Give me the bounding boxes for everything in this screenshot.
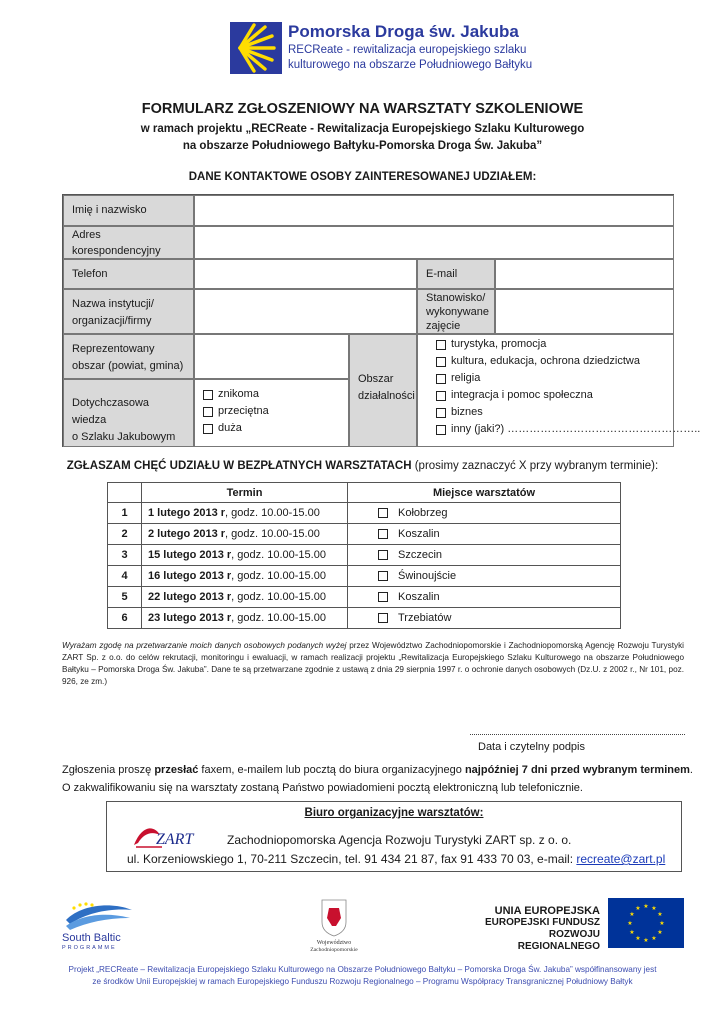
checkbox[interactable] bbox=[436, 425, 446, 435]
row-date: 16 lutego 2013 r, godz. 10.00-15.00 bbox=[142, 566, 348, 587]
checkbox[interactable] bbox=[378, 571, 388, 581]
table-row bbox=[108, 524, 621, 545]
signature-label: Data i czytelny podpis bbox=[478, 741, 585, 753]
email-label: E-mail bbox=[417, 259, 495, 289]
south-baltic-logo bbox=[60, 898, 140, 950]
activity-option[interactable]: biznes bbox=[436, 404, 665, 421]
checkbox[interactable] bbox=[436, 408, 446, 418]
position-label: Stanowisko/ wykonywane zajęcie bbox=[417, 289, 495, 334]
institution-label: Nazwa instytucji/ organizacji/firmy bbox=[63, 289, 194, 334]
scallop-shell-icon bbox=[230, 22, 282, 74]
activity-option[interactable]: inny (jaki?) …………………………………………….. bbox=[436, 421, 665, 438]
phone-field[interactable] bbox=[194, 259, 417, 289]
workshop-table bbox=[107, 482, 621, 629]
qualification-note: O zakwalifikowaniu się na warsztaty zostaną Państwo powiadomieni pocztą elektroniczną lub telefonicznie. bbox=[62, 782, 583, 794]
eu-fund-label: UNIA EUROPEJSKA EUROPEJSKI FUNDUSZ ROZWOJU REGIONALNEGO bbox=[484, 905, 600, 952]
form-subtitle-2: na obszarze Południowego Bałtyku-Pomorska Droga Św. Jakuba” bbox=[182, 140, 543, 152]
checkbox[interactable] bbox=[436, 374, 446, 384]
row-number: 3 bbox=[108, 545, 142, 566]
eu-flag-icon bbox=[608, 898, 684, 948]
address-label: Adres korespondencyjny bbox=[63, 226, 194, 259]
table-header bbox=[108, 483, 621, 503]
activity-option[interactable]: turystyka, promocja bbox=[436, 336, 665, 353]
row-date: 2 lutego 2013 r, godz. 10.00-15.00 bbox=[142, 524, 348, 545]
row-place: Szczecin bbox=[348, 545, 621, 566]
row-date: 23 lutego 2013 r, godz. 10.00-15.00 bbox=[142, 608, 348, 629]
signature-line[interactable] bbox=[470, 734, 685, 735]
form-subtitle-1: w ramach projektu „RECReate - Rewitalizacja Europejskiego Szlaku Kulturowego bbox=[140, 123, 585, 135]
table-row bbox=[108, 566, 621, 587]
activity-label: Obszar działalności bbox=[349, 334, 417, 447]
organizer-address: ul. Korzeniowskiego 1, 70-211 Szczecin, tel. 91 434 21 87, fax 91 433 70 03, e-mail: recreate@zart.pl bbox=[127, 852, 666, 866]
table-row bbox=[108, 545, 621, 566]
contact-form bbox=[62, 194, 701, 447]
area-label: Reprezentowany obszar (powiat, gmina) bbox=[63, 334, 194, 379]
organizer-email-link[interactable]: recreate@zart.pl bbox=[576, 852, 666, 866]
row-number: 1 bbox=[108, 503, 142, 524]
table-row bbox=[108, 608, 621, 629]
svg-text:★: ★ bbox=[629, 929, 635, 936]
activity-options bbox=[417, 334, 701, 447]
header-date: Termin bbox=[142, 483, 348, 503]
activity-option[interactable]: religia bbox=[436, 370, 665, 387]
checkbox[interactable] bbox=[436, 357, 446, 367]
organizer-box bbox=[106, 801, 682, 872]
south-baltic-text: South Baltic bbox=[62, 932, 121, 944]
activity-option[interactable]: integracja i pomoc społeczna bbox=[436, 387, 665, 404]
logo-subtitle-2: kulturowego na obszarze Południowego Bałtyku bbox=[288, 59, 533, 71]
voivodeship-text-1: Województwo bbox=[316, 940, 352, 946]
svg-text:★: ★ bbox=[643, 903, 649, 910]
table-row bbox=[108, 587, 621, 608]
name-field[interactable] bbox=[194, 195, 674, 226]
voivodeship-text-2: Zachodniopomorskie bbox=[310, 947, 358, 952]
knowledge-option[interactable]: przeciętna bbox=[203, 403, 340, 420]
svg-text:★: ★ bbox=[627, 920, 633, 927]
svg-text:★: ★ bbox=[657, 929, 663, 936]
row-place: Kołobrzeg bbox=[348, 503, 621, 524]
submission-note: Zgłoszenia proszę przesłać faxem, e-mailem lub pocztą do biura organizacyjnego najpóźniej 7 dni przed wybranym terminem. bbox=[62, 764, 693, 776]
checkbox[interactable] bbox=[378, 613, 388, 623]
svg-text:★: ★ bbox=[643, 937, 649, 944]
address-field[interactable] bbox=[194, 226, 674, 259]
position-field[interactable] bbox=[495, 289, 674, 334]
checkbox[interactable] bbox=[203, 424, 213, 434]
organizer-name: Zachodniopomorska Agencja Rozwoju Turystyki ZART sp. z o. o. bbox=[227, 833, 572, 847]
checkbox[interactable] bbox=[378, 592, 388, 602]
row-date: 1 lutego 2013 r, godz. 10.00-15.00 bbox=[142, 503, 348, 524]
svg-text:★: ★ bbox=[635, 905, 641, 912]
form-title: FORMULARZ ZGŁOSZENIOWY NA WARSZTATY SZKOLENIOWE bbox=[141, 101, 584, 117]
email-field[interactable] bbox=[495, 259, 674, 289]
institution-field[interactable] bbox=[194, 289, 417, 334]
activity-option[interactable]: kultura, edukacja, ochrona dziedzictwa bbox=[436, 353, 665, 370]
svg-text:★: ★ bbox=[635, 935, 641, 942]
header-place: Miejsce warsztatów bbox=[348, 483, 621, 503]
svg-text:★: ★ bbox=[651, 935, 657, 942]
row-date: 22 lutego 2013 r, godz. 10.00-15.00 bbox=[142, 587, 348, 608]
svg-text:★: ★ bbox=[657, 911, 663, 918]
zart-logo bbox=[132, 823, 206, 849]
checkbox[interactable] bbox=[436, 340, 446, 350]
row-number: 4 bbox=[108, 566, 142, 587]
table-row bbox=[108, 503, 621, 524]
row-place: Trzebiatów bbox=[348, 608, 621, 629]
row-date: 15 lutego 2013 r, godz. 10.00-15.00 bbox=[142, 545, 348, 566]
voivodeship-coat-of-arms bbox=[302, 898, 366, 952]
knowledge-label: Dotychczasowa wiedza o Szlaku Jakubowym bbox=[63, 379, 194, 447]
logo-title: Pomorska Droga św. Jakuba bbox=[288, 22, 519, 41]
programme-text: PROGRAMME bbox=[62, 945, 117, 950]
logo-subtitle-1: RECReate - rewitalizacja europejskiego szlaku bbox=[288, 44, 527, 56]
row-place: Świnoujście bbox=[348, 566, 621, 587]
svg-text:★: ★ bbox=[651, 905, 657, 912]
organizer-heading: Biuro organizacyjne warsztatów: bbox=[304, 807, 484, 819]
row-place: Koszalin bbox=[348, 524, 621, 545]
svg-text:★: ★ bbox=[629, 911, 635, 918]
knowledge-options bbox=[194, 379, 349, 447]
row-number: 2 bbox=[108, 524, 142, 545]
checkbox[interactable] bbox=[436, 391, 446, 401]
knowledge-option[interactable]: znikoma bbox=[203, 386, 340, 403]
phone-label: Telefon bbox=[63, 259, 194, 289]
data-consent-text: Wyrażam zgodę na przetwarzanie moich danych osobowych podanych wyżej przez Województwo Zachodniopomorskie i Zachodniopomorską Agencję Rozwoju Turystyki ZART Sp. z o.o. do celów rekrutacji, monitoringu i ewaluacji, w ramach realizacji projektu „Rewitalizacja Europejskiego Szlaku Kulturowego na obszarze Południowego Bałtyku – Pomorska Droga Św. Jakuba”. Dane te są przetwarzane zgodnie z ustawą z dnia 29 sierpnia 1997 r. o ochronie danych osobowych (Dz.U. z 2002 r., Nr 101, poz. 926, ze zm.) bbox=[62, 641, 684, 686]
row-number: 5 bbox=[108, 587, 142, 608]
header-number bbox=[108, 483, 142, 503]
checkbox[interactable] bbox=[203, 407, 213, 417]
footer-funding-note: Projekt „RECReate – Rewitalizacja Europejskiego Szlaku Kulturowego na Obszarze Południowego Bałtyku – Pomorska Droga Św. Jakuba” współfinansowany jest ze środków Unii Europejskiej w ramach Europejskiego Funduszu Rozwoju Regionalnego – Programu Współpracy Transgranicznej Południowy Bałtyk bbox=[68, 965, 657, 986]
area-field[interactable] bbox=[194, 334, 349, 379]
row-place: Koszalin bbox=[348, 587, 621, 608]
checkbox[interactable] bbox=[378, 550, 388, 560]
row-number: 6 bbox=[108, 608, 142, 629]
zart-logo-text: ZART bbox=[156, 831, 194, 848]
checkbox[interactable] bbox=[378, 529, 388, 539]
svg-text:★: ★ bbox=[659, 920, 665, 927]
checkbox[interactable] bbox=[378, 508, 388, 518]
contact-section-heading: DANE KONTAKTOWE OSOBY ZAINTERESOWANEJ UDZIAŁEM: bbox=[188, 171, 537, 183]
name-label: Imię i nazwisko bbox=[63, 195, 194, 226]
project-logo bbox=[230, 22, 533, 78]
checkbox[interactable] bbox=[203, 390, 213, 400]
knowledge-option[interactable]: duża bbox=[203, 420, 340, 437]
workshops-section-heading: ZGŁASZAM CHĘĆ UDZIAŁU W BEZPŁATNYCH WARSZTATACH (prosimy zaznaczyć X przy wybranym terminie): bbox=[66, 460, 659, 472]
